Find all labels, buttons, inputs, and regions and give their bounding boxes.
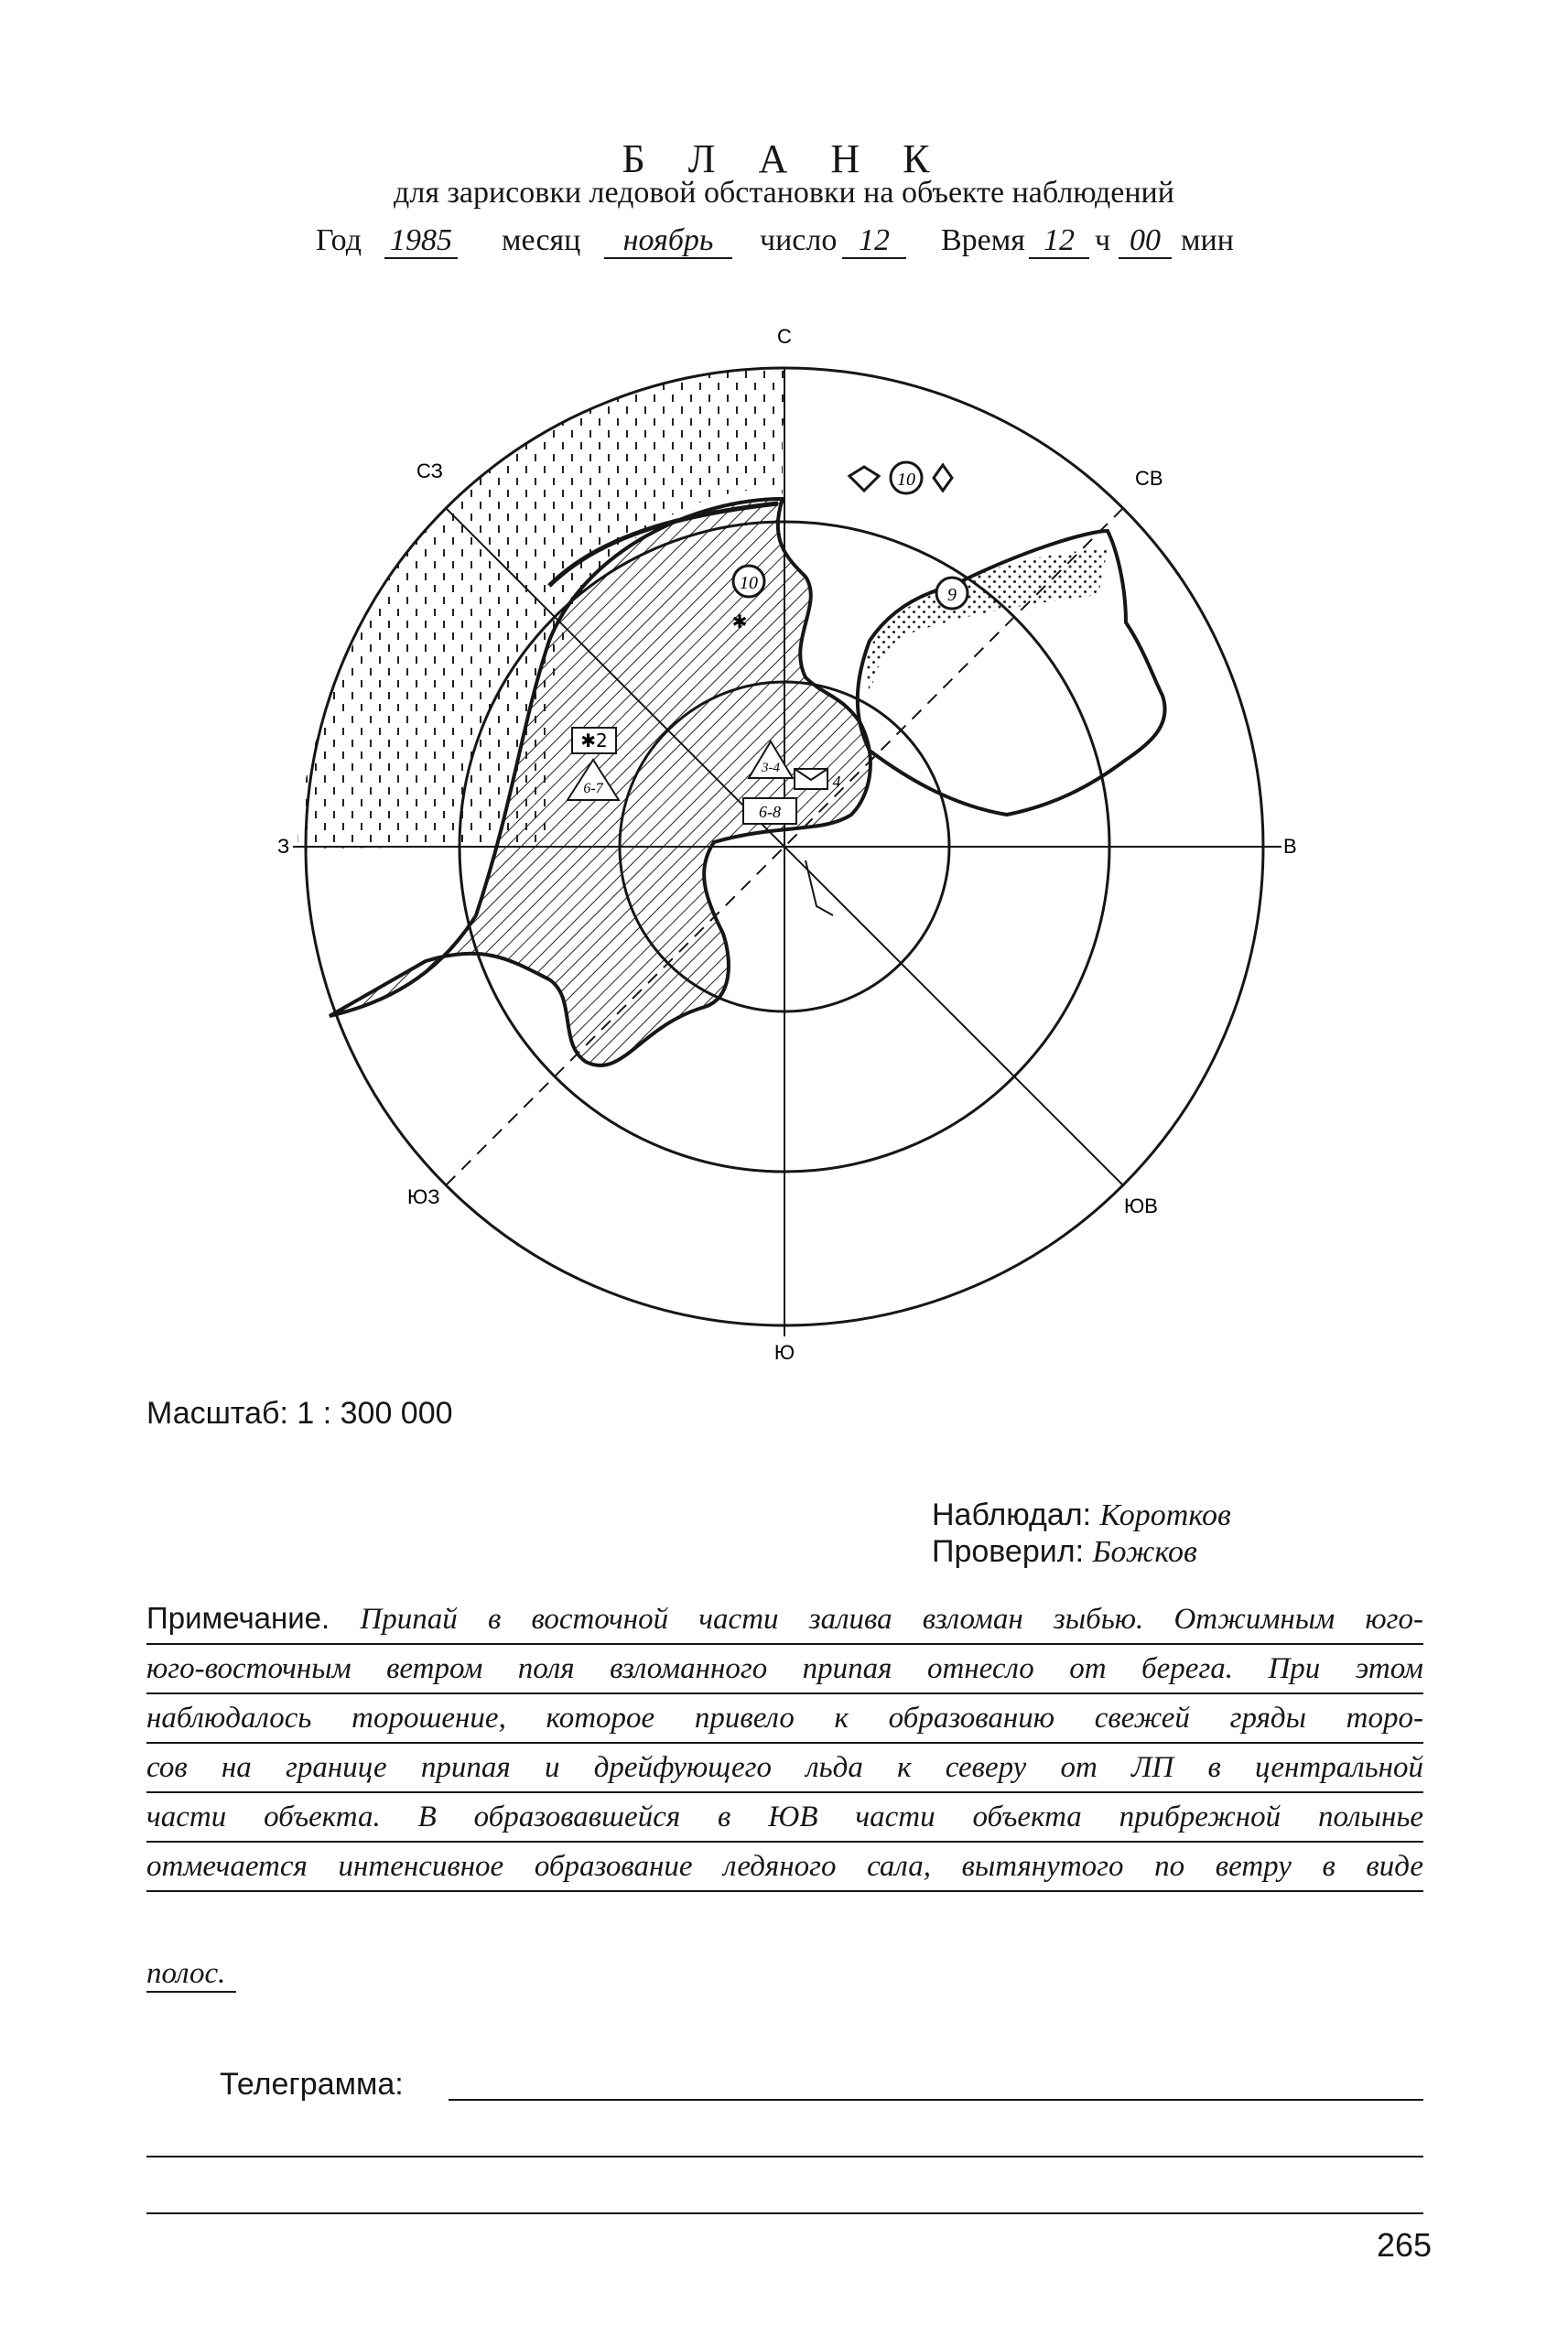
diamond-icon	[934, 465, 952, 491]
dir-s: Ю	[773, 1341, 795, 1364]
telegram-line-3	[146, 2212, 1423, 2214]
minutes-value: 00	[1119, 224, 1172, 259]
year-value: 1985	[384, 224, 458, 259]
circle-10-top: 10	[897, 470, 915, 490]
form-subtitle: для зарисовки ледовой обстановки на объекте наблюдений	[394, 176, 1174, 210]
circle-10-mid: 10	[740, 573, 758, 593]
month-label: месяц	[502, 223, 581, 257]
note-line-2: юго-восточным ветром поля взломанного припая отнесло от берега. При этом	[146, 1645, 1423, 1694]
dir-sw: ЮЗ	[407, 1185, 440, 1208]
hours-value: 12	[1029, 224, 1089, 259]
note-label: Примечание.	[146, 1601, 330, 1635]
hours-unit: ч	[1095, 223, 1111, 257]
dir-ne: СВ	[1135, 467, 1163, 490]
year-label: Год	[316, 223, 362, 257]
note-line-6: отмечается интенсивное образование ледяного сала, вытянутого по ветру в виде	[146, 1843, 1423, 1892]
note-line-1	[146, 1595, 1423, 1645]
note-line-3: наблюдалось торошение, которое привело к образованию свежей гряды торо-	[146, 1694, 1423, 1744]
wind-arrow	[806, 860, 833, 915]
dir-n: С	[777, 325, 792, 348]
circle-9: 9	[947, 585, 957, 605]
day-label: число	[760, 223, 838, 257]
envelope-value: 4	[832, 773, 841, 791]
heart-icon	[849, 467, 879, 491]
observed-line	[932, 1498, 1231, 1533]
note-block	[146, 1595, 1423, 1892]
note-line-7: полос.	[146, 1957, 236, 1993]
minutes-unit: мин	[1181, 223, 1234, 257]
checked-line	[932, 1534, 1197, 1570]
dir-se: ЮВ	[1124, 1195, 1158, 1217]
telegram-line-1	[449, 2099, 1423, 2101]
scale-label: Масштаб:	[146, 1396, 288, 1431]
triangle-center: 3-4	[762, 761, 780, 775]
triangle-left: 6-7	[583, 781, 603, 796]
checked-label: Проверил:	[932, 1534, 1085, 1569]
star-small: ✱	[731, 611, 748, 633]
day-value: 12	[842, 224, 906, 259]
telegram-line-2	[146, 2156, 1423, 2157]
scale	[146, 1396, 453, 1432]
month-value: ноябрь	[604, 224, 732, 259]
note-line-5: части объекта. В образовавшейся в ЮВ части объекта прибрежной полынье	[146, 1793, 1423, 1843]
dir-e: В	[1283, 835, 1297, 858]
dir-nw: СЗ	[416, 460, 443, 482]
checked-name: Божков	[1092, 1535, 1197, 1569]
observed-label: Наблюдал:	[932, 1498, 1092, 1532]
note-line-1-text: Припай в восточной части залива взломан зыбью. Отжимным юго-	[360, 1603, 1424, 1636]
page-number: 265	[1377, 2226, 1433, 2264]
telegram-label: Телеграмма:	[220, 2067, 404, 2102]
dir-w: З	[277, 835, 290, 858]
star-box: ✱2	[580, 730, 608, 752]
scale-value: 1 : 300 000	[297, 1396, 453, 1431]
observed-name: Коротков	[1099, 1498, 1231, 1532]
form-title: Б Л А Н К	[622, 136, 946, 181]
time-label: Время	[941, 223, 1025, 257]
box-center: 6-8	[759, 803, 781, 821]
note-line-4: сов на границе припая и дрейфующего льда к северу от ЛП в центральной	[146, 1744, 1423, 1793]
